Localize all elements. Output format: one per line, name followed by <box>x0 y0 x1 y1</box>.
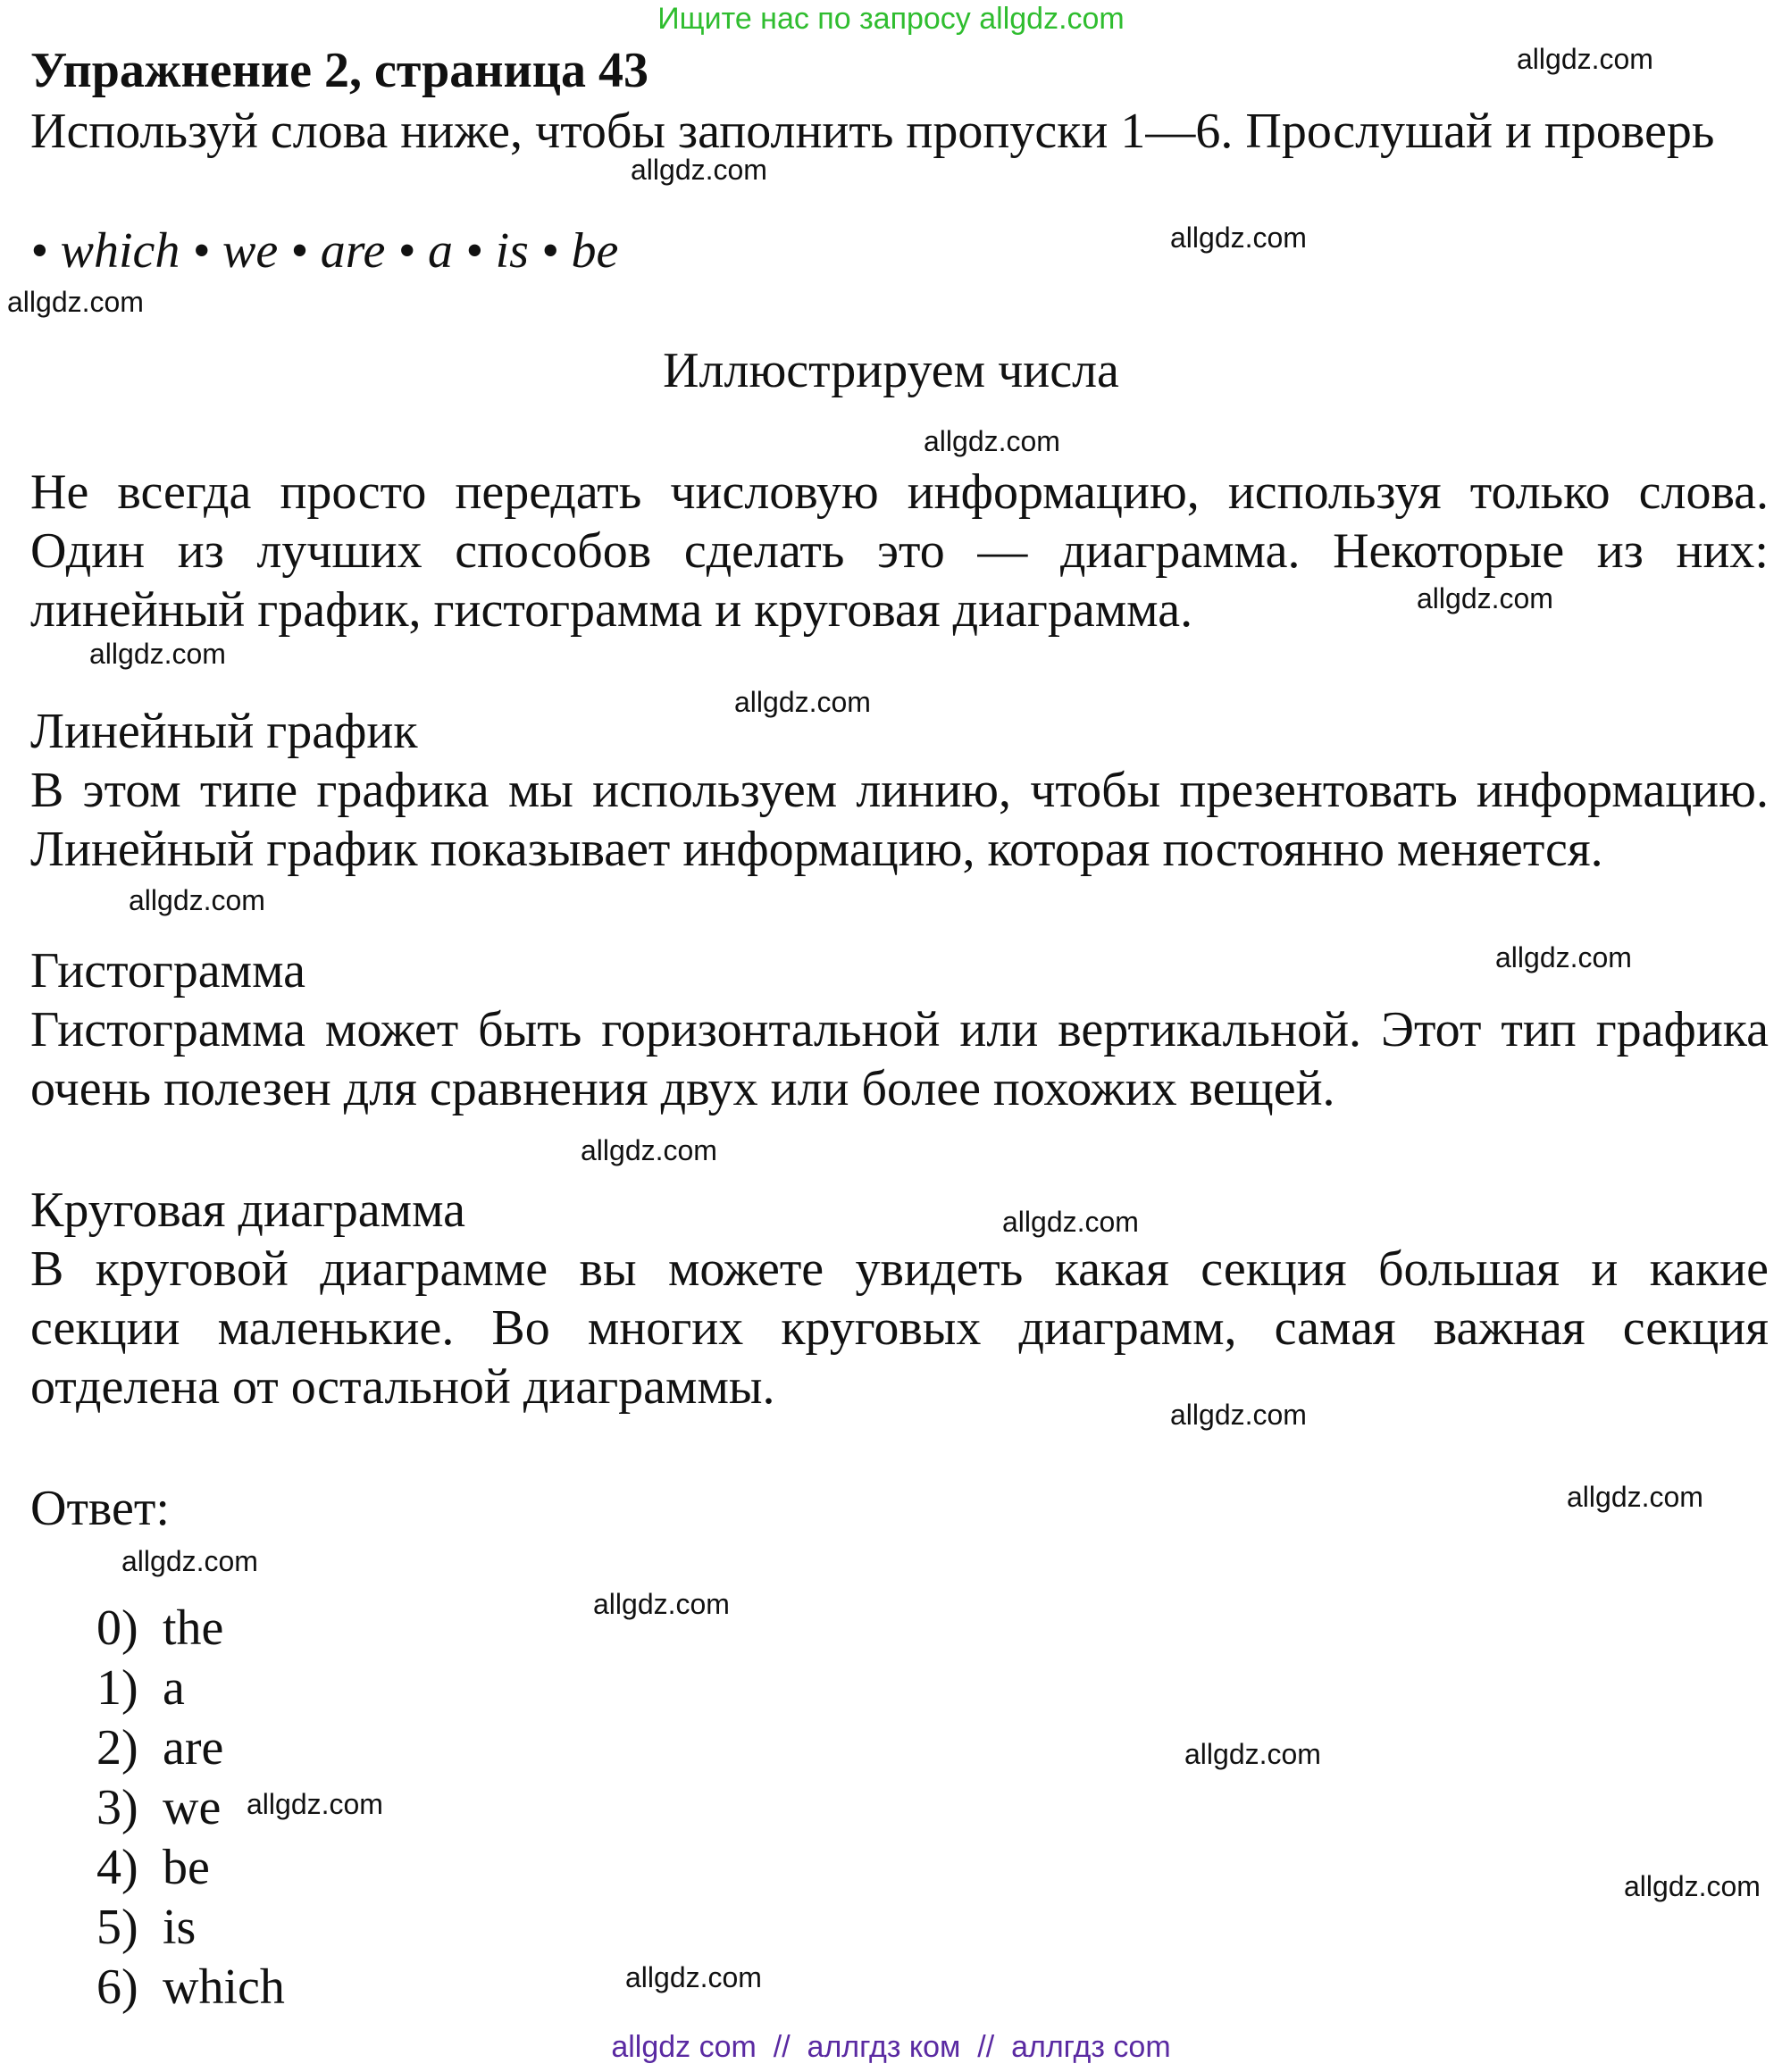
intro-line: линейный график, гистограмма и круговая диаграмма. <box>30 582 1193 638</box>
section-line: В круговой диаграмме вы можете увидеть какая секция большая и какие <box>30 1241 1769 1297</box>
top-banner: Ищите нас по запросу allgdz.com <box>657 2 1125 36</box>
answer-word: be <box>163 1840 210 1895</box>
answer-item <box>96 1778 221 1837</box>
watermark: allgdz.com <box>89 638 226 670</box>
answer-word: are <box>163 1720 224 1775</box>
section-line: отделена от остальной диаграммы. <box>30 1359 775 1415</box>
watermark: allgdz.com <box>7 286 144 318</box>
answer-item <box>96 1958 285 2017</box>
watermark: allgdz.com <box>1567 1481 1703 1513</box>
watermark: allgdz.com <box>1417 582 1553 614</box>
answer-word: we <box>163 1780 222 1835</box>
exercise-title: Упражнение 2, страница 43 <box>30 43 649 98</box>
answer-word: a <box>163 1660 185 1716</box>
watermark: allgdz.com <box>1002 1206 1139 1238</box>
answer-number: 3) <box>96 1780 138 1835</box>
answer-word: which <box>163 1959 285 2015</box>
watermark: allgdz.com <box>1495 941 1632 973</box>
answer-item <box>96 1898 196 1957</box>
section-line: Линейный график показывает информацию, которая постоянно меняется. <box>30 822 1603 877</box>
section-line: В этом типе графика мы используем линию, чтобы презентовать информацию. <box>30 763 1769 818</box>
answer-number: 6) <box>96 1959 138 2015</box>
answer-item <box>96 1838 210 1897</box>
watermark: allgdz.com <box>581 1134 717 1166</box>
answer-number: 0) <box>96 1600 138 1656</box>
watermark: allgdz.com <box>121 1545 258 1577</box>
answer-number: 4) <box>96 1840 138 1895</box>
answer-word: is <box>163 1900 197 1955</box>
answer-number: 5) <box>96 1900 138 1955</box>
footer-watermark: allgdz com // аллгдз ком // аллгдз com <box>611 2030 1171 2064</box>
section-text-pie-chart <box>30 1240 1769 1416</box>
section-text-histogram <box>30 1000 1769 1118</box>
section-heading-pie-chart: Круговая диаграмма <box>30 1182 465 1238</box>
watermark: allgdz.com <box>593 1588 730 1620</box>
watermark: allgdz.com <box>631 154 767 186</box>
watermark: allgdz.com <box>924 425 1060 457</box>
answer-word: the <box>163 1600 224 1656</box>
watermark: allgdz.com <box>625 1961 762 1993</box>
answer-number: 1) <box>96 1660 138 1716</box>
section-heading-line-graph: Линейный график <box>30 704 418 759</box>
section-line: секции маленькие. Во многих круговых диаграмм, самая важная секция <box>30 1300 1769 1356</box>
text-title: Иллюстрируем числа <box>663 343 1119 398</box>
intro-line: Один из лучших способов сделать это — диаграмма. Некоторые из них: <box>30 523 1769 579</box>
watermark: allgdz.com <box>734 686 871 718</box>
answer-item <box>96 1599 223 1658</box>
answer-number: 2) <box>96 1720 138 1775</box>
watermark: allgdz.com <box>247 1788 383 1820</box>
instruction: Используй слова ниже, чтобы заполнить пропуски 1—6. Прослушай и проверь <box>30 104 1715 159</box>
answer-item <box>96 1658 185 1717</box>
section-line: очень полезен для сравнения двух или более похожих вещей. <box>30 1061 1335 1116</box>
watermark: allgdz.com <box>1517 43 1653 75</box>
section-text-line-graph <box>30 761 1769 879</box>
answer-label: Ответ: <box>30 1481 170 1536</box>
watermark: allgdz.com <box>1170 221 1307 254</box>
watermark: allgdz.com <box>1170 1399 1307 1431</box>
watermark: allgdz.com <box>1624 1870 1761 1902</box>
intro-line: Не всегда просто передать числовую информацию, используя только слова. <box>30 464 1769 520</box>
section-line: Гистограмма может быть горизонтальной или вертикальной. Этот тип графика <box>30 1002 1769 1057</box>
word-list: • which • we • are • a • is • be <box>30 223 619 279</box>
answer-item <box>96 1718 223 1777</box>
watermark: allgdz.com <box>1184 1738 1321 1770</box>
watermark: allgdz.com <box>129 884 265 916</box>
section-heading-histogram: Гистограмма <box>30 943 305 998</box>
